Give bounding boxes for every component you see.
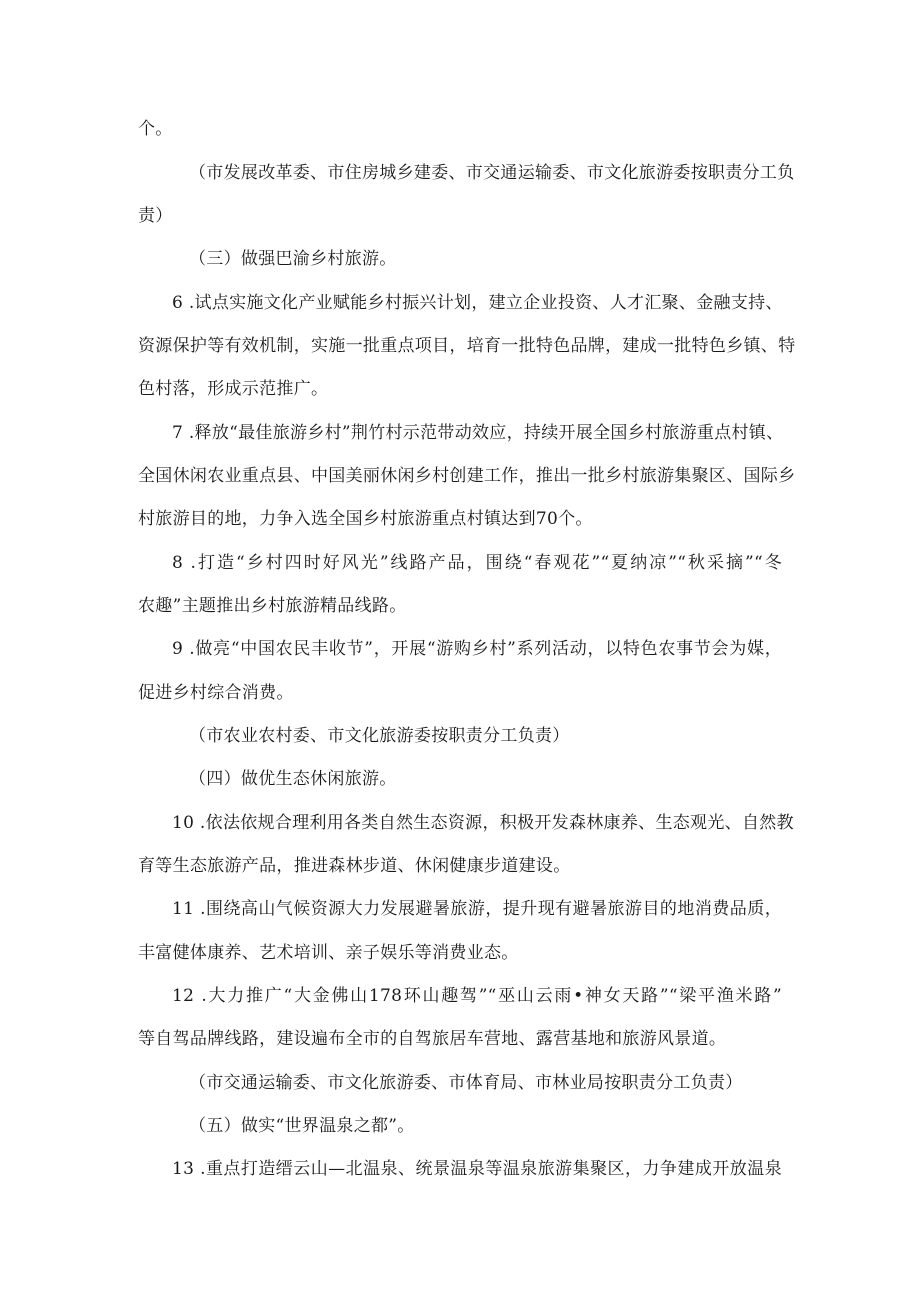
text-line: 村旅游目的地，力争入选全国乡村旅游重点村镇达到70个。 (138, 509, 593, 529)
text-line: 6 .试点实施文化产业赋能乡村振兴计划，建立企业投资、人才汇聚、金融支持、 (172, 293, 783, 313)
text-line: 个。 (138, 119, 173, 139)
text-line: 11 .围绕高山气候资源大力发展避暑旅游，提升现有避暑旅游目的地消费品质， (172, 899, 782, 919)
section-heading: （四）做优生态休闲旅游。 (189, 769, 397, 789)
text-line: 促进乡村综合消费。 (138, 683, 294, 703)
text-line: 10 .依法依规合理利用各类自然生态资源，积极开发森林康养、生态观光、自然教 (172, 813, 794, 833)
text-line: 13 .重点打造缙云山—北温泉、统景温泉等温泉旅游集聚区，力争建成开放温泉 (172, 1159, 782, 1179)
text-line: 12 .大力推广“大金佛山178环山趣驾”“巫山云雨•神女天路”“梁平渔米路” (172, 986, 782, 1006)
text-line: 全国休闲农业重点县、中国美丽休闲乡村创建工作，推出一批乡村旅游集聚区、国际乡 (138, 466, 796, 486)
text-line: 9 .做亮“中国农民丰收节”，开展“游购乡村”系列活动，以特色农事节会为媒， (172, 639, 782, 659)
text-line: 7 .释放“最佳旅游乡村”荆竹村示范带动效应，持续开展全国乡村旅游重点村镇、 (172, 423, 784, 443)
section-heading: （五）做实“世界温泉之都”。 (189, 1116, 415, 1136)
text-line: 育等生态旅游产品，推进森林步道、休闲健康步道建设。 (138, 856, 571, 876)
text-line: 8 .打造“乡村四时好风光”线路产品，围绕“春观花”“夏纳凉”“秋采摘”“冬 (172, 553, 782, 573)
responsibility-note: （市农业农村委、市文化旅游委按职责分工负责） (189, 726, 570, 746)
text-line: 资源保护等有效机制，实施一批重点项目，培育一批特色品牌，建成一批特色乡镇、特 (138, 336, 796, 356)
text-line: （市发展改革委、市住房城乡建委、市交通运输委、市文化旅游委按职责分工负 (189, 163, 795, 183)
text-line: 等自驾品牌线路，建设遍布全市的自驾旅居车营地、露营基地和旅游风景道。 (138, 1029, 727, 1049)
text-line: 农趣”主题推出乡村旅游精品线路。 (138, 596, 407, 616)
section-heading: （三）做强巴渝乡村旅游。 (189, 249, 397, 269)
text-line: 责） (138, 206, 173, 226)
text-line: 色村落，形成示范推广。 (138, 379, 329, 399)
responsibility-note: （市交通运输委、市文化旅游委、市体育局、市林业局按职责分工负责） (189, 1073, 743, 1093)
text-line: 丰富健体康养、艺术培训、亲子娱乐等消费业态。 (138, 943, 519, 963)
